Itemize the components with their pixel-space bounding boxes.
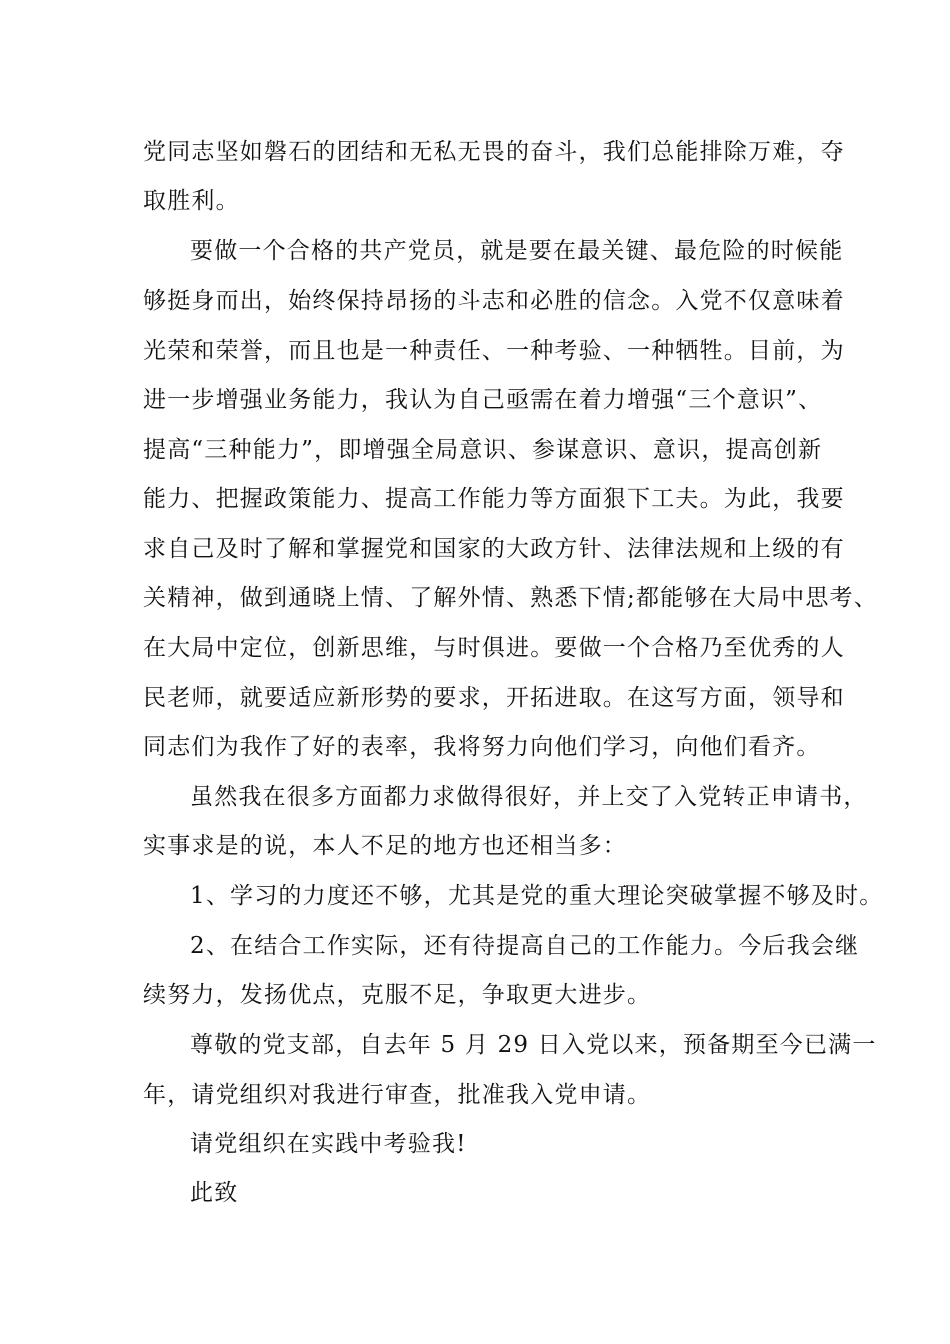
list-item-line: 2、在结合工作实际，还有待提高自己的工作能力。今后我会继 — [190, 933, 860, 959]
paragraph-start-line: 虽然我在很多方面都力求做得很好，并上交了入党转正申请书， — [190, 784, 868, 810]
list-item-line: 1、学习的力度还不够，尤其是党的重大理论突破掌握不够及时。 — [190, 883, 884, 909]
text-line: 求自己及时了解和掌握党和国家的大政方针、法律法规和上级的有 — [143, 536, 845, 562]
text-line: 续努力，发扬优点，克服不足，争取更大进步。 — [143, 982, 652, 1008]
text-line: 民老师，就要适应新形势的要求，开拓进取。在这写方面，领导和 — [143, 685, 845, 711]
paragraph-start-line: 尊敬的党支部，自去年 5 月 29 日入党以来，预备期至今已满一 — [190, 1032, 877, 1058]
text-line: 进一步增强业务能力，我认为自己亟需在着力增强“三个意识”、 — [143, 387, 823, 413]
text-line: 在大局中定位，创新思维，与时俱进。要做一个合格乃至优秀的人 — [143, 635, 845, 661]
paragraph-start-line: 要做一个合格的共产党员，就是要在最关键、最危险的时候能 — [190, 238, 844, 264]
text-line: 党同志坚如磐石的团结和无私无畏的奋斗，我们总能排除万难，夺 — [143, 139, 845, 165]
text-line: 光荣和荣誉，而且也是一种责任、一种考验、一种牺牲。目前，为 — [143, 338, 845, 364]
text-line: 同志们为我作了好的表率，我将努力向他们学习，向他们看齐。 — [143, 734, 821, 760]
text-line: 取胜利。 — [143, 188, 240, 214]
paragraph-start-line: 请党组织在实践中考验我! — [190, 1131, 467, 1157]
text-line: 年，请党组织对我进行审查，批准我入党申请。 — [143, 1082, 652, 1108]
text-line: 够挺身而出，始终保持昂扬的斗志和必胜的信念。入党不仅意味着 — [143, 288, 845, 314]
closing-line: 此致 — [190, 1180, 239, 1206]
text-line: 能力、把握政策能力、提高工作能力等方面狠下工夫。为此，我要 — [143, 486, 845, 512]
text-line: 关精神，做到通晓上情、了解外情、熟悉下情;都能够在大局中思考、 — [143, 585, 878, 611]
text-line: 实事求是的说，本人不足的地方也还相当多： — [143, 833, 627, 859]
text-line: 提高“三种能力”，即增强全局意识、参谋意识、意识，提高创新 — [143, 437, 823, 463]
